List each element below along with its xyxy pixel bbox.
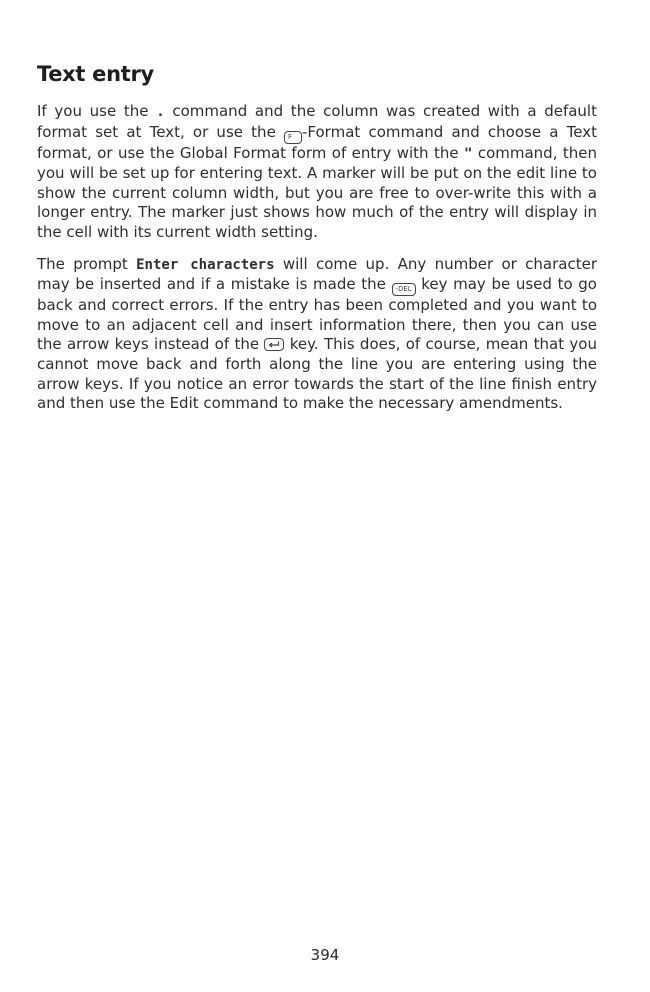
- paragraph-2-text-c: key may be used to go back and correct errors. If the entry has been completed and you want to move to an adjacent cell and insert information there, then you can use the arrow keys instead of the: [37, 275, 597, 354]
- quote-command: ": [463, 145, 473, 162]
- dot-command: .: [156, 104, 165, 120]
- paragraph-prompt: [37, 255, 597, 414]
- paragraph-2-text-a: The prompt: [37, 254, 128, 273]
- page-heading: Text entry: [37, 62, 154, 86]
- prompt-text: Enter characters: [136, 256, 275, 273]
- f-key-icon: F: [284, 131, 302, 144]
- paragraph-1-text-a: If you use the: [37, 102, 149, 120]
- paragraph-2-text-b: will come up. Any number or character may be inserted and if a mistake is made the: [37, 254, 597, 294]
- paragraph-text-entry: [37, 102, 597, 243]
- page-number: 394: [310, 946, 340, 964]
- delete-key-icon: -DEL: [392, 283, 416, 296]
- paragraph-2-text-d: key. This does, of course, mean that you cannot move back and forth along the line you are entering using the arrow keys. If you notice an error towards the start of the line finish entry and then use the Edit command to make the necessary amendments.: [37, 335, 597, 413]
- enter-key-icon: [264, 338, 284, 351]
- paragraph-1-text-c: -Format command and choose a Text format, or use the Global Format form of entry with the: [37, 122, 597, 162]
- paragraph-1-text-b: command and the column was created with a default format set at Text, or use the: [37, 102, 597, 141]
- page-content: [37, 62, 597, 426]
- paragraph-1-text-d: command, then you will be set up for entering text. A marker will be put on the edit line to show the current column width, but you are free to over-write this with a longer entry. The marker just shows how much of the entry will display in the cell with its current width setting.: [37, 143, 597, 241]
